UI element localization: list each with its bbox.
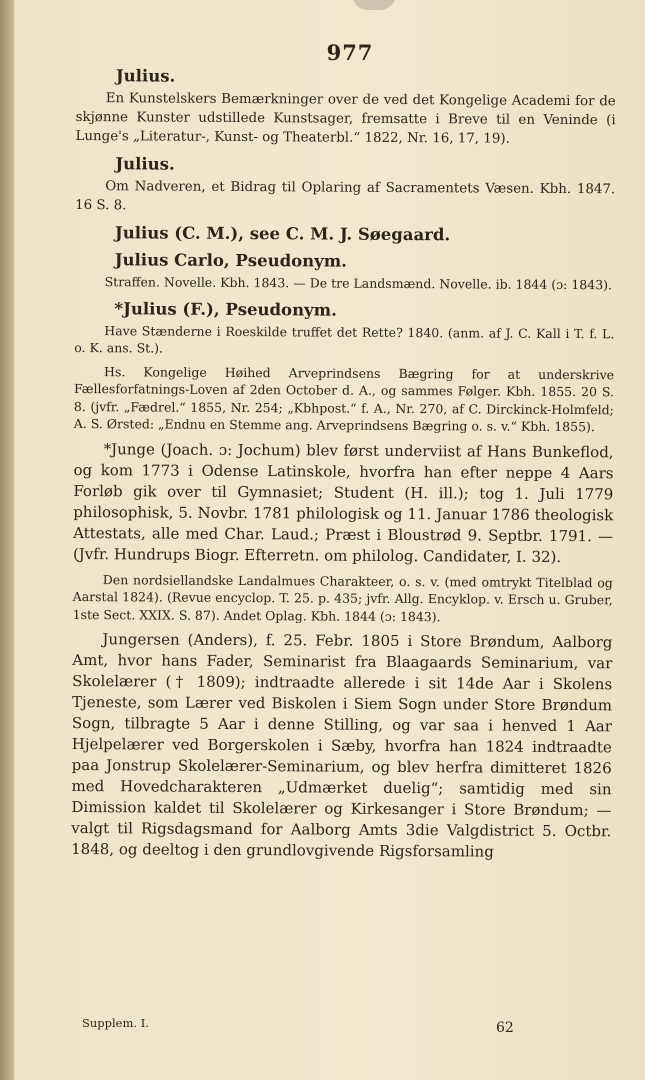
page-number: 977 xyxy=(326,40,374,65)
book-spine xyxy=(0,0,14,1080)
biography-paragraph: *Junge (Joach. ɔ: Jochum) blev først underviist af Hans Bunkeflod, og kom 1773 i Odense Latinskole, hvorfra han efter neppe 4 Aars Forløb gik over til Gymnasiet; Student (H. ill.); tog 1. Juli 1779 philosophisk, 5. Novbr. 1781 philologisk og 11. Januar 1786 theologisk Attestats, alle med Char. Laud.; Præst i Bloustrød 9. Septbr. 1791. — (Jvfr. Hundrups Biogr. Efterretn. om philolog. Candidater, I. 32). xyxy=(72,439,614,566)
signature-mark: Supplem. I. xyxy=(82,1016,149,1030)
entry-text: Den nordsiellandske Landalmues Charakteer, o. s. v. (med omtrykt Titelblad og Aarstal 1824). (Revue encyclop. T. 25. p. 435; jvfr. Allg. Encyklop. v. Ersch u. Gruber, 1ste Sect. XXIX. S. 87). Andet Oplag. Kbh. 1844 (ɔ: 1843). xyxy=(72,571,613,624)
entry-text: Hs. Kongelige Høihed Arveprindsens Bægring for at underskrive Fællesforfatnings-Loven af 2den October d. A., og sammes Følger. Kbh. 1855. 20 S. 8. (jvfr. „Fædrel.“ 1855, Nr. 254; „Kbhpost.“ f. A., Nr. 270, af C. Dirckinck-Holmfeld; A. S. Ørsted: „Endnu en Stemme ang. Arveprindsens Bægring o. s. v.“ Kbh. 1855). xyxy=(73,363,615,435)
entry-text: Om Nadveren, et Bidrag til Oplaring af Sacramentets Væsen. Kbh. 1847. 16 S. 8. xyxy=(75,179,616,214)
entry-heading: Julius. xyxy=(115,154,175,174)
entry-text: Straffen. Novelle. Kbh. 1843. — De tre Landsmænd. Novelle. ib. 1844 (ɔ: 1843). xyxy=(104,274,613,293)
entry-text: En Kunstelskers Bemærkninger over de ved det Kongelige Academi for de skjønne Kunster udstillede Kunstsager, fremsatte i Breve til en Veninde (i Lunge's „Literatur-, Kunst- og Theaterbl.“ 1822, Nr. 16, 17, 19). xyxy=(75,91,616,147)
entry-heading: Julius. xyxy=(115,66,176,86)
entry-text: Have Stænderne i Roeskilde truffet det Rette? 1840. (anm. af J. C. Kall i T. f. L. o. K. ans. St.). xyxy=(74,322,615,356)
entry-heading: Julius Carlo, Pseudonym. xyxy=(114,250,347,271)
sheet-number: 62 xyxy=(496,1020,514,1036)
entry-heading: Julius (C. M.), see C. M. J. Søegaard. xyxy=(114,223,451,245)
entry-heading: *Julius (F.), Pseudonym. xyxy=(114,298,337,320)
scanner-clip xyxy=(352,0,396,10)
biography-paragraph: Jungersen (Anders), f. 25. Febr. 1805 i Store Brøndum, Aalborg Amt, hvor hans Fader, Seminarist fra Blaagaards Seminarium, var Skolelærer († 1809); indtraadte allerede i sit 14de Aar i Skolens Tjeneste, som Lærer ved Biskolen i Siem Sogn under Store Brøndum Sogn, tilbragte 5 Aar i denne Stilling, og var saa i henved 1 Aar Hjelpelærer ved Borgerskolen i Sæby, hvorfra han 1824 indtraadte paa Jonstrup Skolelærer-Seminarium, og blev herfra dimitteret 1826 med Hovedcharakteren „Udmærket duelig“; samtidig med sin Dimission kaldet til Skolelærer og Kirkesanger i Store Brøndum; — valgt til Rigsdagsmand for Aalborg Amts 3die Valgdistrict 5. Octbr. 1848, og deeltog i den grundlovgivende Rigsforsamling xyxy=(71,630,613,861)
page-text xyxy=(71,58,616,869)
